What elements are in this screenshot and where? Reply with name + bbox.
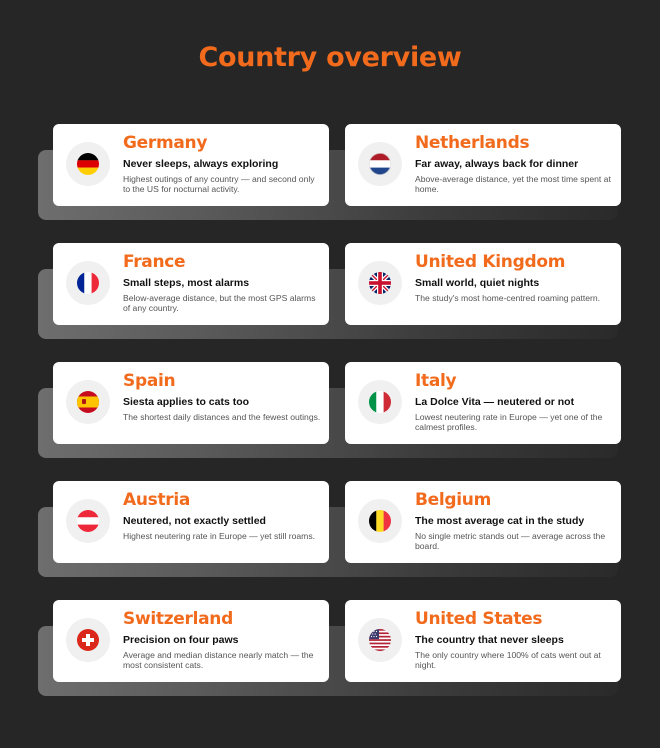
country-tagline: Neutered, not exactly settled <box>123 515 266 527</box>
country-name: Germany <box>123 133 208 153</box>
country-card-united-kingdom <box>345 243 621 325</box>
country-tagline: La Dolce Vita — neutered or not <box>415 396 575 408</box>
country-name: Switzerland <box>123 609 233 629</box>
country-name: Austria <box>123 490 191 510</box>
country-tagline: The country that never sleeps <box>415 634 564 646</box>
country-name: United States <box>415 609 543 629</box>
country-card-austria <box>53 481 329 563</box>
country-description: Below-average distance, but the most GPS alarms of any country. <box>123 293 316 313</box>
country-name: Spain <box>123 371 176 391</box>
country-tagline: Precision on four paws <box>123 634 239 646</box>
country-description: No single metric stands out — average across the board. <box>415 531 606 551</box>
austria-flag-icon <box>66 499 110 543</box>
country-card-switzerland <box>53 600 329 682</box>
germany-flag-icon <box>66 142 110 186</box>
country-description: The study's most home-centred roaming pattern. <box>415 293 601 303</box>
switzerland-flag-icon <box>66 618 110 662</box>
country-card-france <box>53 243 329 325</box>
country-description: Highest outings of any country — and second only to the US for nocturnal activity. <box>123 174 315 194</box>
country-tagline: Small world, quiet nights <box>415 277 540 289</box>
page-title: Country overview <box>198 42 462 73</box>
country-tagline: Far away, always back for dinner <box>415 158 579 170</box>
country-description: Highest neutering rate in Europe — yet still roams. <box>123 531 316 541</box>
country-card-italy <box>345 362 621 444</box>
country-name: Belgium <box>415 490 492 510</box>
country-description: Lowest neutering rate in Europe — yet one of the calmest profiles. <box>415 412 603 432</box>
country-tagline: Siesta applies to cats too <box>123 396 250 408</box>
country-card-spain <box>53 362 329 444</box>
country-description: The shortest daily distances and the fewest outings. <box>123 412 321 422</box>
country-tagline: Small steps, most alarms <box>123 277 250 289</box>
country-description: Above-average distance, yet the most time spent at home. <box>415 174 611 194</box>
country-card-netherlands <box>345 124 621 206</box>
spain-flag-icon <box>66 380 110 424</box>
country-name: Netherlands <box>415 133 530 153</box>
country-description: The only country where 100% of cats went out at night. <box>415 650 601 670</box>
country-description: Average and median distance nearly match — the most consistent cats. <box>123 650 314 670</box>
country-card-germany <box>53 124 329 206</box>
italy-flag-icon <box>358 380 402 424</box>
uk-flag-icon <box>358 261 402 305</box>
france-flag-icon <box>66 261 110 305</box>
netherlands-flag-icon <box>358 142 402 186</box>
country-name: Italy <box>415 371 457 391</box>
country-name: United Kingdom <box>415 252 566 272</box>
country-name: France <box>123 252 186 272</box>
belgium-flag-icon <box>358 499 402 543</box>
country-card-united-states <box>345 600 621 682</box>
usa-flag-icon <box>358 618 402 662</box>
country-tagline: The most average cat in the study <box>415 515 585 527</box>
country-tagline: Never sleeps, always exploring <box>123 158 279 170</box>
country-card-belgium <box>345 481 621 563</box>
